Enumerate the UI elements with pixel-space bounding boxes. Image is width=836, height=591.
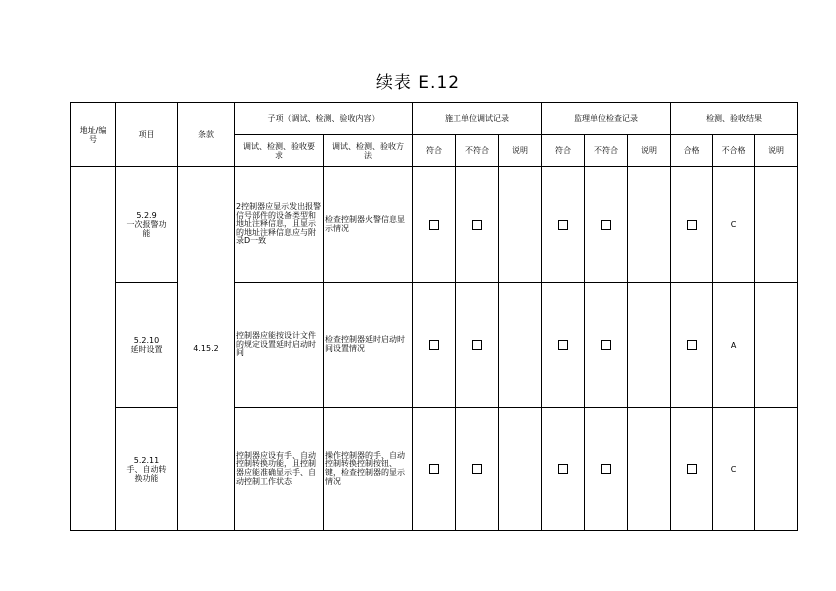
item-cell: 5.2.9 一次报警功能 <box>116 167 178 283</box>
method-cell: 检查控制器延时启动时间设置情况 <box>324 283 413 408</box>
item-cell: 5.2.11 手、自动转换功能 <box>116 408 178 531</box>
header-row-1 <box>71 103 798 135</box>
result-unqualified-cell: A <box>713 283 755 408</box>
checkbox[interactable] <box>558 340 568 350</box>
header-address: 地址/编号 <box>71 103 116 167</box>
supervision-note-cell <box>628 283 671 408</box>
supervision-nonconform-checkbox-cell[interactable] <box>585 408 628 531</box>
checkbox[interactable] <box>429 340 439 350</box>
supervision-note-cell <box>628 408 671 531</box>
header-construction: 施工单位调试记录 <box>413 103 542 135</box>
supervision-nonconform-checkbox-cell[interactable] <box>585 283 628 408</box>
checkbox[interactable] <box>558 220 568 230</box>
checkbox[interactable] <box>687 464 697 474</box>
construction-conform-checkbox-cell[interactable] <box>413 283 456 408</box>
checkbox[interactable] <box>558 464 568 474</box>
header-requirement: 调试、检测、验收要求 <box>235 135 324 167</box>
header-clause: 条款 <box>178 103 235 167</box>
supervision-conform-checkbox-cell[interactable] <box>542 283 585 408</box>
header-result-unqualified: 不合格 <box>713 135 755 167</box>
checkbox[interactable] <box>472 464 482 474</box>
header-result-qualified: 合格 <box>671 135 713 167</box>
header-item: 项目 <box>116 103 178 167</box>
checkbox[interactable] <box>429 464 439 474</box>
header-supervision-nonconform: 不符合 <box>585 135 628 167</box>
requirement-cell: 控制器应设有手、自动控制转换功能，且控制器应能准确显示手、自 动控制工作状态 <box>235 408 324 531</box>
result-unqualified-cell: C <box>713 167 755 283</box>
header-result-note: 说明 <box>755 135 798 167</box>
checkbox[interactable] <box>472 220 482 230</box>
construction-note-cell <box>499 167 542 283</box>
construction-nonconform-checkbox-cell[interactable] <box>456 283 499 408</box>
header-construction-note: 说明 <box>499 135 542 167</box>
construction-conform-checkbox-cell[interactable] <box>413 408 456 531</box>
requirement-cell: 控制器应能按设计文件的规定设置延时启动时间 <box>235 283 324 408</box>
construction-conform-checkbox-cell[interactable] <box>413 167 456 283</box>
inspection-table <box>70 102 798 531</box>
result-qualified-checkbox-cell[interactable] <box>671 283 713 408</box>
result-note-cell <box>755 283 798 408</box>
checkbox[interactable] <box>429 220 439 230</box>
supervision-conform-checkbox-cell[interactable] <box>542 167 585 283</box>
construction-note-cell <box>499 408 542 531</box>
clause-cell: 4.15.2 <box>178 167 235 531</box>
header-supervision-note: 说明 <box>628 135 671 167</box>
construction-nonconform-checkbox-cell[interactable] <box>456 408 499 531</box>
result-note-cell <box>755 408 798 531</box>
header-subitem: 子项（调试、检测、验收内容） <box>235 103 413 135</box>
checkbox[interactable] <box>687 220 697 230</box>
result-note-cell <box>755 167 798 283</box>
table-row <box>71 167 798 283</box>
checkbox[interactable] <box>687 340 697 350</box>
requirement-cell: 2控制器应显示发出报警信号部件的设备类型和地址注释信息，且显示 的地址注释信息应与附录D一致 <box>235 167 324 283</box>
method-cell: 操作控制器的手、自动控制转换控制按钮、键，检查控制器的显示情况 <box>324 408 413 531</box>
result-unqualified-cell: C <box>713 408 755 531</box>
header-method: 调试、检测、验收方法 <box>324 135 413 167</box>
supervision-conform-checkbox-cell[interactable] <box>542 408 585 531</box>
construction-note-cell <box>499 283 542 408</box>
result-qualified-checkbox-cell[interactable] <box>671 167 713 283</box>
header-construction-conform: 符合 <box>413 135 456 167</box>
address-cell <box>71 167 116 531</box>
item-cell: 5.2.10 延时设置 <box>116 283 178 408</box>
header-supervision-conform: 符合 <box>542 135 585 167</box>
supervision-nonconform-checkbox-cell[interactable] <box>585 167 628 283</box>
result-qualified-checkbox-cell[interactable] <box>671 408 713 531</box>
method-cell: 检查控制器火警信息显示情况 <box>324 167 413 283</box>
construction-nonconform-checkbox-cell[interactable] <box>456 167 499 283</box>
header-supervision: 监理单位检查记录 <box>542 103 671 135</box>
checkbox[interactable] <box>601 340 611 350</box>
checkbox[interactable] <box>601 220 611 230</box>
supervision-note-cell <box>628 167 671 283</box>
header-construction-nonconform: 不符合 <box>456 135 499 167</box>
page-title: 续表 E.12 <box>375 73 461 93</box>
header-result: 检测、验收结果 <box>671 103 798 135</box>
checkbox[interactable] <box>472 340 482 350</box>
checkbox[interactable] <box>601 464 611 474</box>
